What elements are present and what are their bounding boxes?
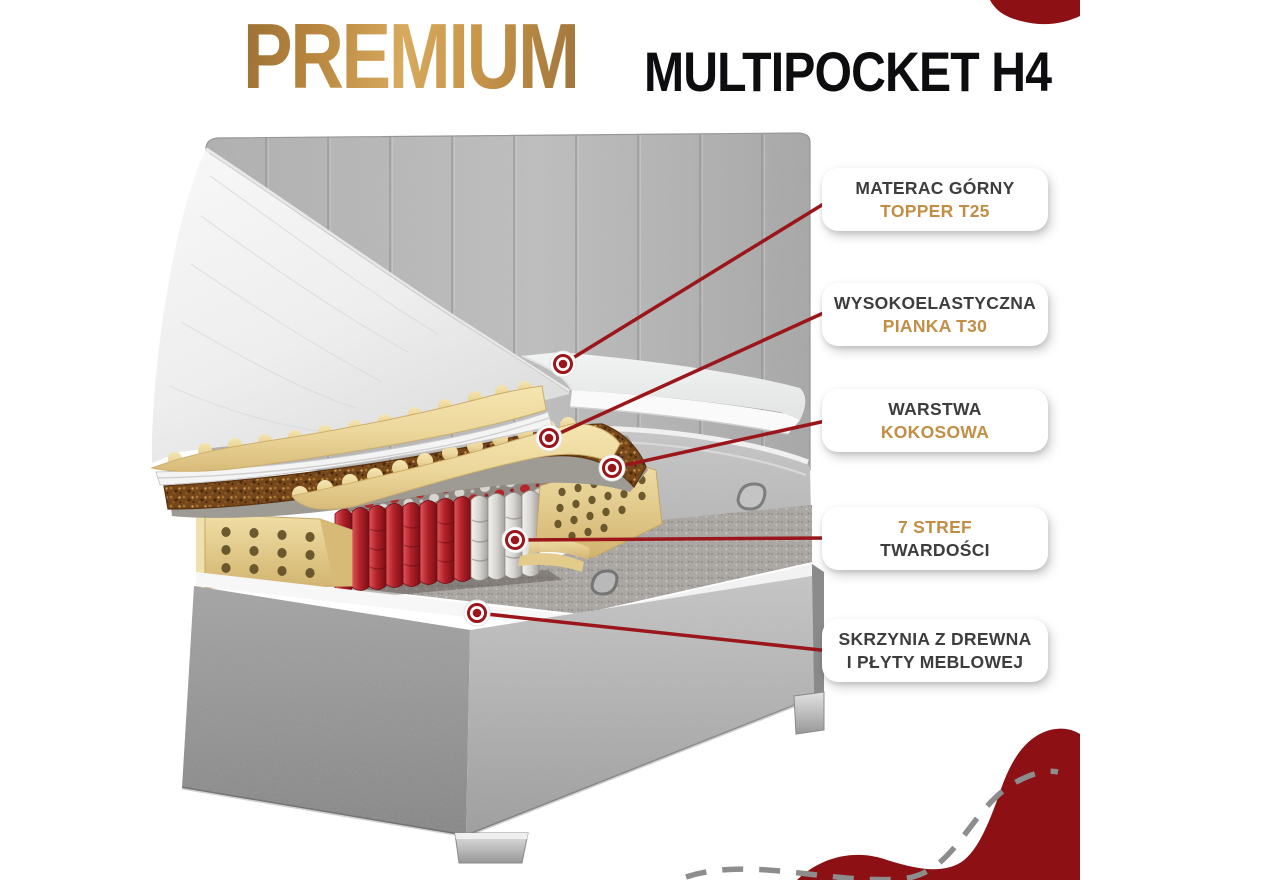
bottom-right-maroon-wave: [797, 729, 1080, 880]
callout-box: [822, 619, 1048, 682]
marker-coconut: [599, 455, 625, 481]
callout-zones-line2: TWARDOŚCI: [880, 539, 990, 560]
callout-box-line2: I PŁYTY MEBLOWEJ: [846, 651, 1024, 672]
callout-box-line1: SKRZYNIA Z DREWNA: [838, 628, 1032, 649]
bed: [152, 133, 824, 863]
callout-topper-line1: MATERAC GÓRNY: [855, 177, 1015, 198]
callout-zones: [822, 507, 1048, 570]
handle-icon: [592, 571, 617, 594]
bed-foot-right: [794, 692, 824, 734]
callout-coconut: [822, 389, 1048, 452]
marker-springs: [502, 527, 528, 553]
marker-topper: [550, 351, 576, 377]
callout-foam-line1: WYSOKOELASTYCZNA: [833, 292, 1037, 313]
callout-foam: [822, 283, 1048, 346]
marker-box: [464, 600, 490, 626]
marker-foam: [536, 425, 562, 451]
storage-box: [182, 564, 824, 863]
handle-icon: [738, 484, 765, 509]
callout-topper-line2: TOPPER T25: [880, 200, 990, 221]
model-title: MULTIPOCKET H4: [644, 40, 1052, 103]
callout-coconut-line1: WARSTWA: [888, 398, 982, 419]
callout-topper: [822, 168, 1048, 231]
top-right-maroon-wave: [990, 0, 1080, 24]
callout-coconut-line2: KOKOSOWA: [880, 421, 990, 442]
brand-title: PREMIUM: [243, 4, 578, 108]
callout-foam-line2: PIANKA T30: [882, 315, 988, 336]
callout-zones-line1: 7 STREF: [897, 516, 973, 537]
